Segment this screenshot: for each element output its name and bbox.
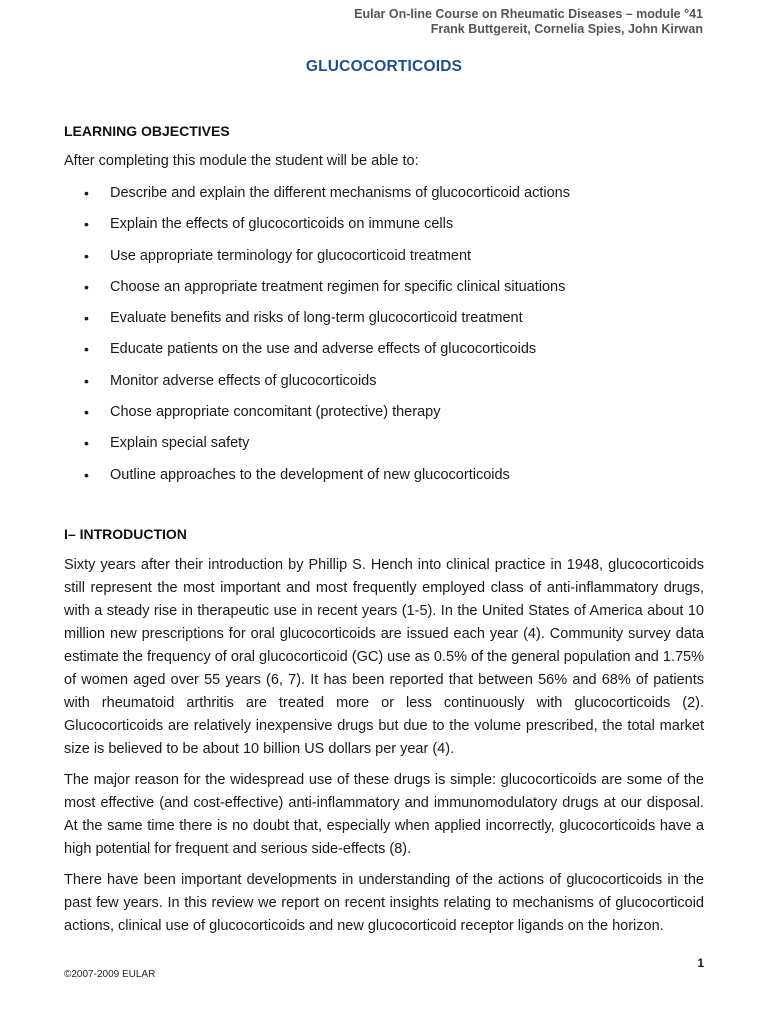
- list-item: • Explain special safety: [84, 432, 570, 463]
- copyright-notice: ©2007-2009 EULAR: [64, 969, 156, 980]
- bullet-icon: •: [84, 185, 89, 201]
- bullet-icon: •: [84, 341, 89, 358]
- objectives-list: [84, 182, 570, 495]
- bullet-icon: •: [84, 404, 89, 421]
- list-item: • Explain the effects of glucocorticoids on immune cells: [84, 213, 570, 244]
- list-item: • Use appropriate terminology for glucocorticoid treatment: [84, 245, 570, 276]
- bullet-icon: •: [84, 435, 89, 452]
- list-item: • Choose an appropriate treatment regimen for specific clinical situations: [84, 276, 570, 307]
- learning-objectives-heading: LEARNING OBJECTIVES: [64, 123, 230, 139]
- introduction-paragraph-3: There have been important developments in understanding of the actions of glucocorticoids in the past few years. In this review we report on recent insights relating to mechanisms of glucocorticoid actions, clinical use of glucocorticoids and new glucocorticoid receptor ligands on the horizon.: [64, 872, 704, 934]
- course-title: Eular On-line Course on Rheumatic Diseases – module °41: [354, 7, 703, 21]
- list-item: • Describe and explain the different mechanisms of glucocorticoid actions: [84, 182, 570, 213]
- list-item: • Evaluate benefits and risks of long-term glucocorticoid treatment: [84, 307, 570, 338]
- objectives-intro: After completing this module the student will be able to:: [64, 153, 419, 169]
- introduction-paragraph-1: Sixty years after their introduction by Phillip S. Hench into clinical practice in 1948, glucocorticoids still represent the most important and most frequently employed class of anti-inflammatory drugs, with a steady rise in therapeutic use in recent years (1-5). In the United States of America about 10 million new prescriptions for oral glucocorticoids are issued each year (4). Community survey data estimate the frequency of oral glucocorticoid (GC) use as 0.5% of the general population and 1.75% of women aged over 55 years (6, 7). It has been reported that between 56% and 68% of patients with rheumatoid arthritis are treated more or less continuously with glucocorticoids (2). Glucocorticoids are relatively inexpensive drugs but due to the volume prescribed, the total market size is believed to be about 10 billion US dollars per year (4).: [64, 557, 704, 757]
- running-header: [354, 7, 703, 37]
- introduction-heading: I– INTRODUCTION: [64, 526, 187, 542]
- list-item: • Educate patients on the use and adverse effects of glucocorticoids: [84, 338, 570, 369]
- bullet-icon: •: [84, 247, 89, 264]
- bullet-icon: •: [84, 278, 89, 295]
- bullet-icon: •: [84, 310, 89, 327]
- bullet-icon: •: [84, 216, 89, 233]
- list-item: • Outline approaches to the development of new glucocorticoids: [84, 464, 570, 495]
- page-number: 1: [697, 956, 704, 970]
- document-title: GLUCOCORTICOIDS: [305, 58, 463, 75]
- bullet-icon: •: [84, 466, 89, 483]
- authors: Frank Buttgereit, Cornelia Spies, John Kirwan: [430, 22, 703, 36]
- list-item: • Monitor adverse effects of glucocorticoids: [84, 370, 570, 401]
- bullet-icon: •: [84, 372, 89, 389]
- introduction-paragraph-2: The major reason for the widespread use of these drugs is simple: glucocorticoids are some of the most effective (and cost-effective) anti-inflammatory and immunomodulatory drugs at our disposal. At the same time there is no doubt that, especially when applied incorrectly, glucocorticoids have a high potential for frequent and serious side-effects (8).: [64, 772, 704, 857]
- list-item: • Chose appropriate concomitant (protective) therapy: [84, 401, 570, 432]
